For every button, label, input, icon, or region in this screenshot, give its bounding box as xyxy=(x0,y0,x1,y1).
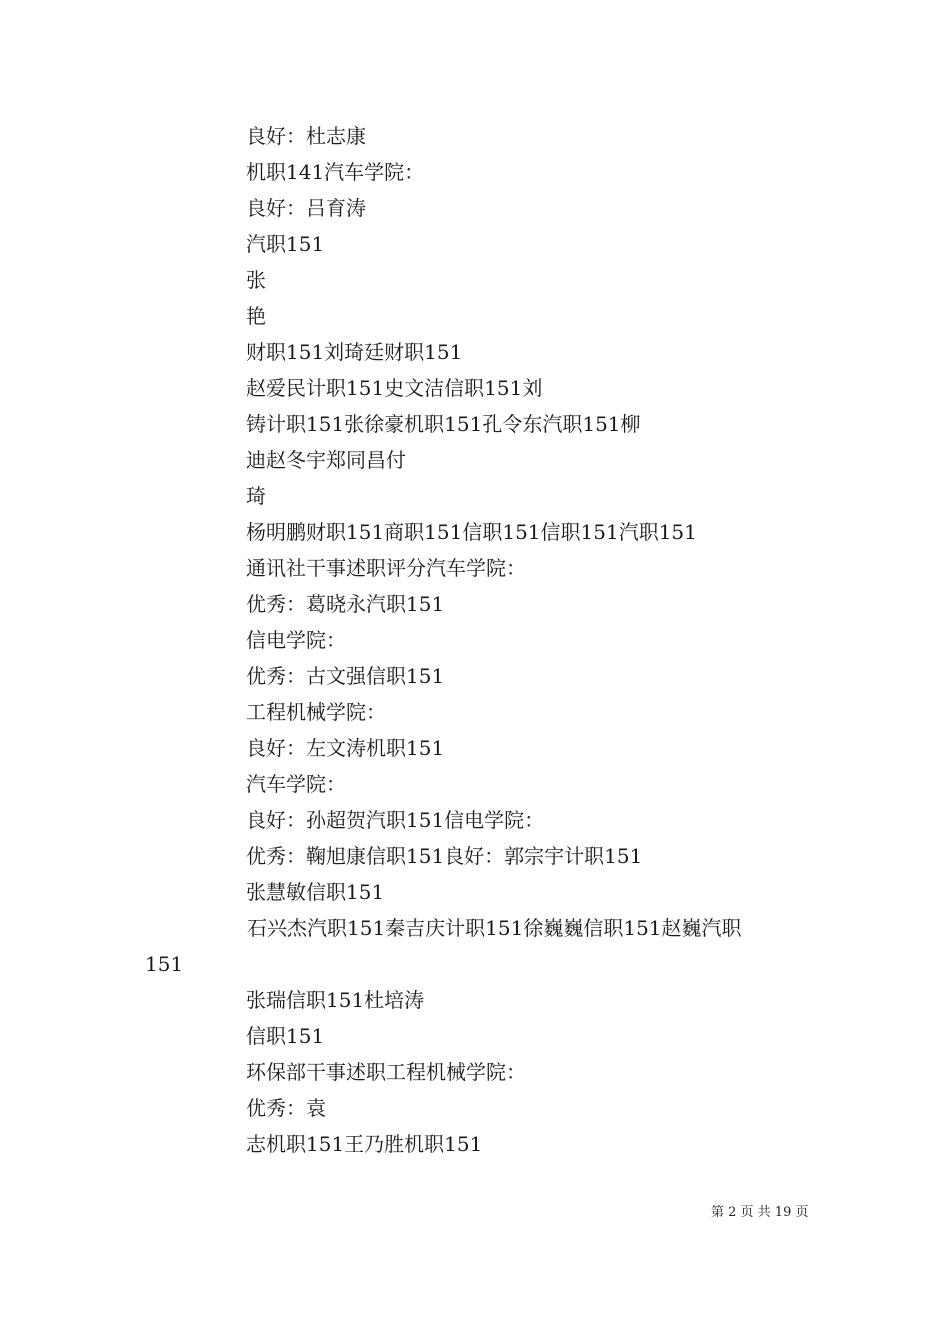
text-line: 良好：杜志康 xyxy=(246,124,366,148)
text-line: 志机职151王乃胜机职151 xyxy=(246,1132,483,1156)
text-line-continuation: 151 xyxy=(145,952,184,976)
text-line: 迪赵冬宇郑同昌付 xyxy=(246,448,406,472)
text-line: 汽职151 xyxy=(246,232,325,256)
text-line: 石兴杰汽职151秦吉庆计职151徐巍巍信职151赵巍汽职 xyxy=(247,916,742,940)
text-line: 信电学院： xyxy=(246,628,346,652)
text-line: 优秀：袁 xyxy=(246,1096,326,1120)
text-line: 汽车学院： xyxy=(246,772,346,796)
text-line: 信职151 xyxy=(246,1024,325,1048)
text-line: 优秀：葛晓永汽职151 xyxy=(246,592,445,616)
document-body xyxy=(0,118,950,1162)
page-footer xyxy=(0,1202,950,1224)
text-line: 良好：左文涛机职151 xyxy=(246,736,445,760)
text-line: 良好：孙超贺汽职151信电学院： xyxy=(246,808,545,832)
text-line: 张慧敏信职151 xyxy=(246,880,385,904)
text-line: 优秀：古文强信职151 xyxy=(246,664,445,688)
text-line: 良好：吕育涛 xyxy=(246,196,366,220)
text-line: 工程机械学院： xyxy=(246,700,386,724)
page-number: 第 2 页 共 19 页 xyxy=(711,1205,809,1220)
text-line: 优秀：鞠旭康信职151良好：郭宗宇计职151 xyxy=(246,844,643,868)
text-line: 张瑞信职151杜培涛 xyxy=(246,988,425,1012)
text-line: 铸计职151张徐豪机职151孔令东汽职151柳 xyxy=(246,412,641,436)
text-line: 杨明鹏财职151商职151信职151信职151汽职151 xyxy=(246,520,697,544)
text-line: 财职151刘琦廷财职151 xyxy=(246,340,463,364)
text-line: 艳 xyxy=(246,304,266,328)
text-line: 通讯社干事述职评分汽车学院： xyxy=(246,556,526,580)
text-line: 机职141汽车学院： xyxy=(246,160,425,184)
text-line: 琦 xyxy=(246,484,266,508)
text-line: 赵爱民计职151史文洁信职151刘 xyxy=(246,376,543,400)
text-line: 环保部干事述职工程机械学院： xyxy=(246,1060,526,1084)
text-line: 张 xyxy=(246,268,266,292)
